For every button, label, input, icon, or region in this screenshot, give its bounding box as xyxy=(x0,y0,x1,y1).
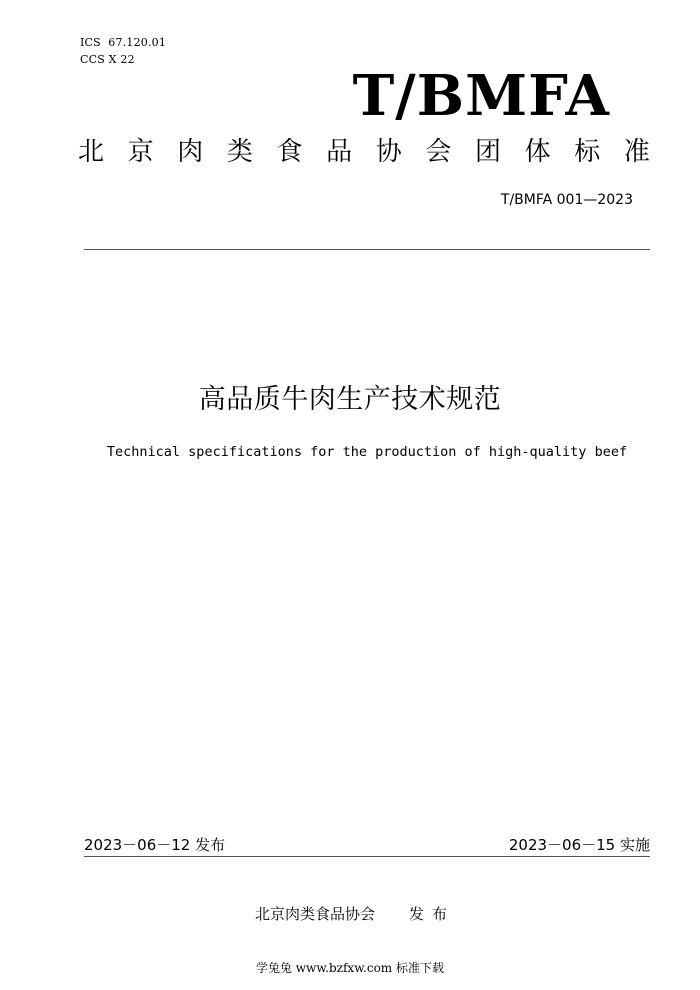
implementation-date: 2023－06－15 实施 xyxy=(508,836,650,854)
association-standard-heading xyxy=(78,132,650,172)
ccs-code: CCS X 22 xyxy=(80,53,135,66)
heading-char: 体 xyxy=(524,137,551,167)
classification-codes xyxy=(80,34,166,68)
heading-char: 协 xyxy=(375,137,402,167)
heading-char: 品 xyxy=(326,137,353,167)
heading-char: 京 xyxy=(127,137,154,167)
download-watermark: 学兔兔 www.bzfxw.com 标准下载 xyxy=(255,961,445,975)
heading-char: 肉 xyxy=(177,137,204,167)
heading-char: 团 xyxy=(475,137,502,167)
top-divider xyxy=(84,249,650,250)
standard-logo: T/BMFA xyxy=(352,63,610,129)
document-title-english: Technical specifications for the production of high-quality beef xyxy=(106,444,628,460)
publish-label: 发布 xyxy=(409,905,456,923)
publisher-name: 北京肉类食品协会 xyxy=(255,905,376,923)
document-title-chinese: 高品质牛肉生产技术规范 xyxy=(198,384,502,415)
publisher-line xyxy=(255,904,455,924)
heading-char: 会 xyxy=(425,137,452,167)
bottom-divider xyxy=(84,856,650,857)
document-number: T/BMFA 001—2023 xyxy=(500,192,633,208)
heading-char: 标 xyxy=(574,137,601,167)
heading-char: 食 xyxy=(276,137,303,167)
issue-date: 2023－06－12 发布 xyxy=(84,836,226,854)
ics-code: ICS 67.120.01 xyxy=(80,36,167,49)
heading-char: 类 xyxy=(226,137,253,167)
heading-char: 北 xyxy=(78,137,105,167)
heading-char: 准 xyxy=(623,137,650,167)
